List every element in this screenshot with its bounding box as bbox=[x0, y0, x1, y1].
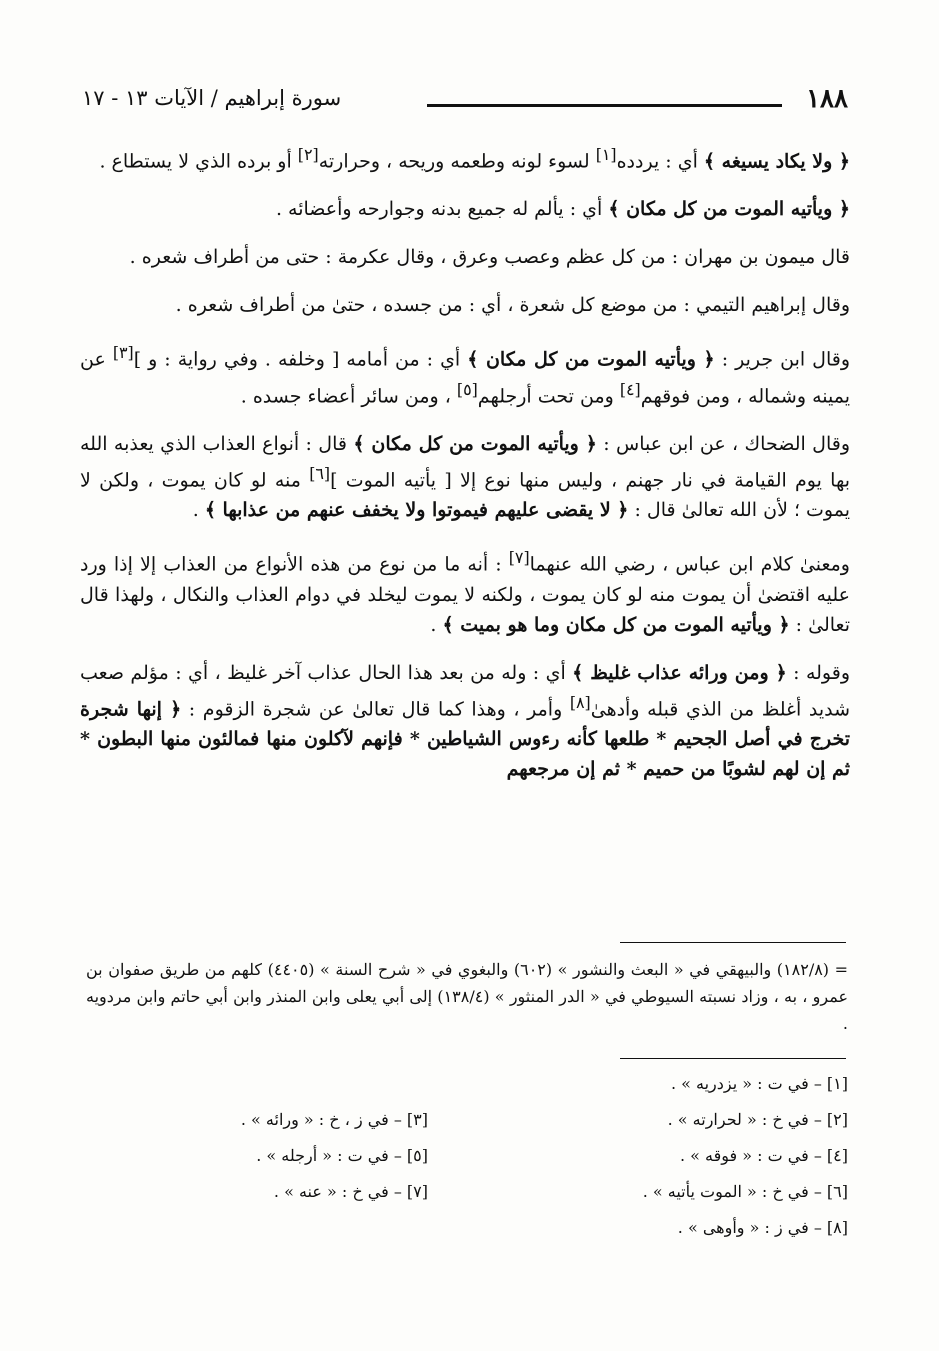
paragraph: ﴿ ويأتيه الموت من كل مكان ﴾ أي : يألم له جميع بدنه وجوارحه وأعضائه . bbox=[275, 198, 850, 221]
paragraph: ﴿ ولا يكاد يسيغه ﴾ أي : يردده[١] لسوء لونه وطعمه وريحه ، وحرارته[٢] أو برده الذي لا يستطاع . bbox=[99, 145, 850, 173]
running-title: سورة إبراهيم / الآيات ١٣ - ١٧ bbox=[82, 86, 342, 110]
variant-note: [٧] – في خ : « عنه » . bbox=[273, 1182, 428, 1201]
paragraph: وقال ابن جرير : ﴿ ويأتيه الموت من كل مكان ﴾ أي : من أمامه [ وخلفه . وفي رواية : و ][٣] عن يمينه وشماله ، ومن فوقهم[٤] ومن تحت أرجلهم[٥] ، ومن سائر أعضاء جسده . bbox=[80, 343, 850, 407]
paragraph: وقال إبراهيم التيمي : من موضع كل شعرة ، أي : من جسده ، حتىٰ من أطراف شعره . bbox=[175, 294, 850, 317]
paragraph: ومعنىٰ كلام ابن عباس ، رضي الله عنهما[٧] : أنه ما من نوع من هذه الأنواع من العذاب إلا إذا ورد عليه اقتضىٰ أن يموت منه لو كان يموت ، ولكنه لا يموت ليخلد في دوام العذاب والنكال ، ولهذا قال تعالىٰ : ﴿ ويأتيه الموت من كل مكان وما هو بميت ﴾ . bbox=[80, 548, 850, 636]
variant-note: [٢] – في خ : « لحرارته » . bbox=[667, 1110, 848, 1129]
header-rule bbox=[427, 104, 782, 107]
page-number: ١٨٨ bbox=[806, 84, 848, 114]
variant-note: [٣] – في ز ، خ : « ورائه » . bbox=[240, 1110, 428, 1129]
variant-note: [٦] – في خ : « الموت يأتيه » . bbox=[642, 1182, 848, 1201]
variant-note: [١] – في ت : « يزدريه » . bbox=[670, 1074, 848, 1093]
paragraph: قال ميمون بن مهران : من كل عظم وعصب وعرق ، وقال عكرمة : حتى من أطراف شعره . bbox=[129, 246, 850, 269]
variant-note: [٨] – في ز : « وأوهى » . bbox=[677, 1218, 848, 1237]
variant-note: [٥] – في ت : « أرجله » . bbox=[256, 1146, 428, 1165]
paragraph: وقال الضحاك ، عن ابن عباس : ﴿ ويأتيه الموت من كل مكان ﴾ قال : أنواع العذاب الذي يعذبه الله بها يوم القيامة في نار جهنم ، وليس منها نوع إلا [ يأتيه الموت ][٦] منه لو كان يموت ، ولكن لا يموت ؛ لأن الله تعالىٰ قال : ﴿ لا يقضى عليهم فيموتوا ولا يخفف عنهم من عذابها ﴾ . bbox=[80, 432, 850, 522]
notes-separator bbox=[620, 1058, 846, 1059]
paragraph: وقوله : ﴿ ومن ورائه عذاب غليظ ﴾ أي : وله من بعد هذا الحال عذاب آخر غليظ ، أي : مؤلم صعب شديد أغلظ من الذي قبله وأدهىٰ[٨] وأمر ، وهذا كما قال تعالىٰ عن شجرة الزقوم : ﴿ إنها شجرة تخرج في أصل الجحيم * طلعها كأنه رءوس الشياطين * فإنهم لآكلون منها فمالئون منها البطون * ثم إن لهم لشوبًا من حميم * ثم إن مرجعهم bbox=[80, 661, 851, 780]
variant-note: [٤] – في ت : « فوقه » . bbox=[679, 1146, 848, 1165]
main-text bbox=[80, 140, 850, 802]
footnote-continuation: = (١٨٢/٨) والبيهقي في « البعث والنشور » (٦٠٢) والبغوي في « شرح السنة » (٤٤٠٥) كلهم من طريق صفوان بن عمرو ، به ، وزاد نسبته السيوطي في « الدر المنثور » (١٣٨/٤) إلى أبي يعلى وابن المنذر وابن أبي حاتم وابن مردويه . bbox=[86, 960, 849, 1033]
page-header bbox=[82, 84, 848, 124]
footnote-separator bbox=[620, 942, 846, 943]
